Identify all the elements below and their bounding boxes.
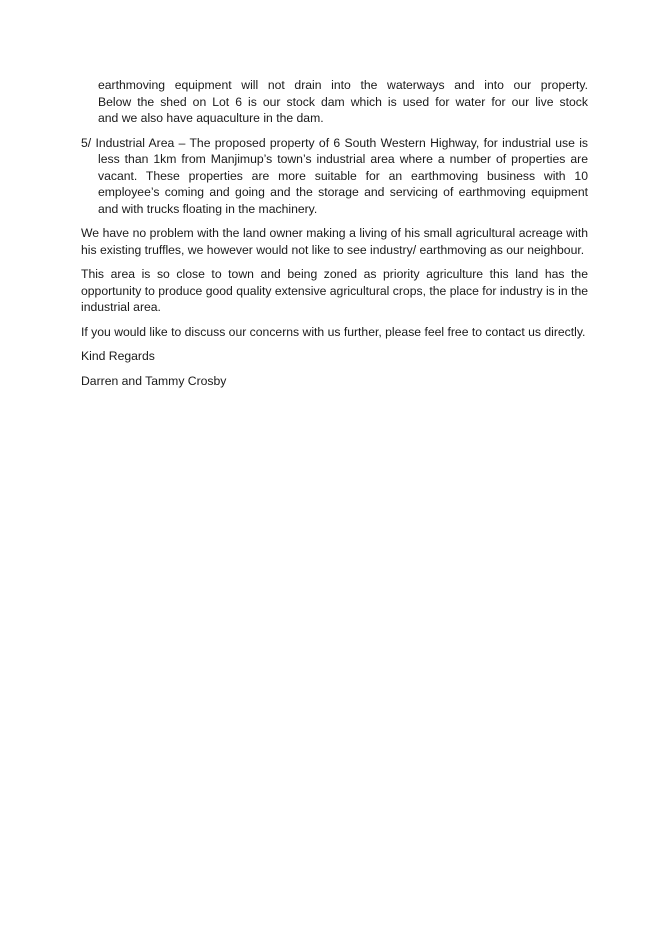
item-5-industrial-area: 5/ Industrial Area – The proposed property of 6 South Western Highway, for industrial use is less than 1km from Manjimup’s town’s industrial area where a number of properties are vacant. These properties are more suitable for an earthmoving business with 10 employee’s coming and going and the storage and servicing of earthmoving equipment and with trucks floating in the machinery. — [81, 135, 588, 216]
paragraph-no-problem: We have no problem with the land owner making a living of his small agricultural acreage with his existing truffles, we however would not like to see industry/ earthmoving as our neighbour. — [81, 226, 588, 257]
letter-body — [81, 77, 588, 397]
continuation-line: and we also have aquaculture in the dam. — [98, 111, 324, 125]
paragraph-contact: If you would like to discuss our concerns with us further, please feel free to contact us directly. — [81, 324, 586, 339]
item-4-continuation — [81, 77, 588, 127]
paragraph-priority-agriculture: This area is so close to town and being zoned as priority agriculture this land has the opportunity to produce good quality extensive agricultural crops, the place for industry is in the industrial area. — [81, 267, 588, 314]
closing: Kind Regards — [81, 349, 155, 363]
continuation-line: Below the shed on Lot 6 is our stock dam which is used for water for our live stock — [98, 94, 588, 109]
continuation-line: earthmoving equipment will not drain into the waterways and into our property. — [98, 78, 588, 92]
signature: Darren and Tammy Crosby — [81, 373, 227, 388]
